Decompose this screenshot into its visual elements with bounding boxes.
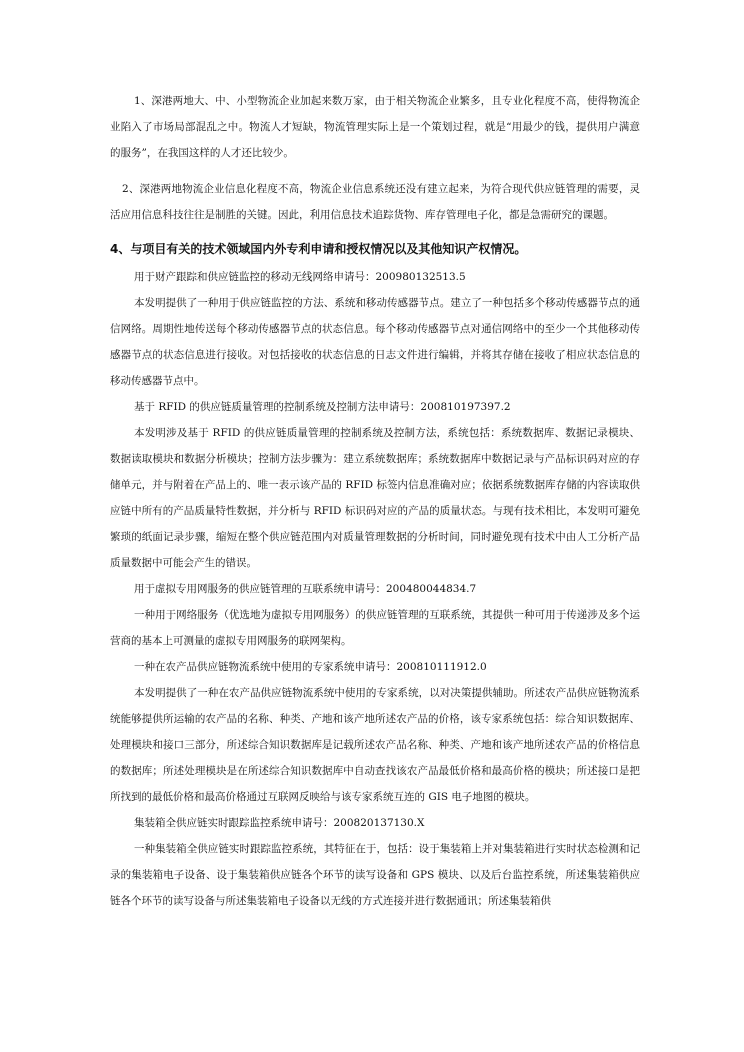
patent-2-body: 本发明涉及基于 RFID 的供应链质量管理的控制系统及控制方法，系统包括：系统数据库、数据记录模块、数据读取模块和数据分析模块；控制方法步骤为：建立系统数据库；系统数据库中数据记录与产品标识码对应的存储单元，并与附着在产品上的、唯一表示该产品的 RFID 标签内信息准确对应；依据系统数据库存储的内容读取供应链中所有的产品质量特性数据，并分析与 RFID 标识码对应的产品的质量状态。与现有技术相比，本发明可避免繁琐的纸面记录步骤，缩短在整个供应链范围内对质量管理数据的分析时间，同时避免现有技术中由人工分析产品质量数据中可能会产生的错误。 xyxy=(110,427,640,569)
section-heading-patents: 4、与项目有关的技术领域国内外专利申请和授权情况以及其他知识产权情况。 xyxy=(110,242,527,256)
patent-5-title: 集装箱全供应链实时跟踪监控系统申请号：200820137130.X xyxy=(134,817,425,829)
paragraph-logistics-companies: 1、深港两地大、中、小型物流企业加起来数万家，由于相关物流企业繁多，且专业化程度不高，使得物流企业陷入了市场局部混乱之中。物流人才短缺，物流管理实际上是一个策划过程，就是“用最少的钱，提供用户满意的服务”，在我国这样的人才还比较少。 xyxy=(110,95,640,159)
patent-4-title: 一种在农产品供应链物流系统中使用的专家系统申请号：200810111912.0 xyxy=(134,661,487,673)
patent-3-title: 用于虚拟专用网服务的供应链管理的互联系统申请号：200480044834.7 xyxy=(134,583,477,595)
document-page xyxy=(110,88,640,914)
patent-4-body: 本发明提供了一种在农产品供应链物流系统中使用的专家系统，以对决策提供辅助。所述农产品供应链物流系统能够提供所运输的农产品的名称、种类、产地和该产地所述农产品的价格，该专家系统包括：综合知识数据库、处理模块和接口三部分，所述综合知识数据库是记载所述农产品名称、种类、产地和该产地所述农产品的价格信息的数据库；所述处理模块是在所述综合知识数据库中自动查找该农产品最低价格和最高价格的模块；所述接口是把所找到的最低价格和最高价格通过互联网反映给与该专家系统互连的 GIS 电子地图的模块。 xyxy=(110,687,640,803)
patent-2-title: 基于 RFID 的供应链质量管理的控制系统及控制方法申请号：200810197397.2 xyxy=(134,401,511,413)
patent-5-body: 一种集装箱全供应链实时跟踪监控系统，其特征在于，包括：设于集装箱上并对集装箱进行实时状态检测和记录的集装箱电子设备、设于集装箱供应链各个环节的读写设备和 GPS 模块、以及后台监控系统，所述集装箱供应链各个环节的读写设备与所述集装箱电子设备以无线的方式连接并进行数据通讯；所述集装箱供 xyxy=(110,843,640,907)
patent-3-body: 一种用于网络服务（优选地为虚拟专用网服务）的供应链管理的互联系统，其提供一种可用于传递涉及多个运营商的基本上可测量的虚拟专用网服务的联网架构。 xyxy=(110,609,640,647)
patent-1-body: 本发明提供了一种用于供应链监控的方法、系统和移动传感器节点。建立了一种包括多个移动传感器节点的通信网络。周期性地传送每个移动传感器节点的状态信息。每个移动传感器节点对通信网络中的至少一个其他移动传感器节点的状态信息进行接收。对包括接收的状态信息的日志文件进行编辑，并将其存储在接收了相应状态信息的移动传感器节点中。 xyxy=(110,297,640,387)
paragraph-informatization: 2、深港两地物流企业信息化程度不高，物流企业信息系统还没有建立起来，为符合现代供应链管理的需要，灵活应用信息科技往往是制胜的关键。因此，利用信息技术追踪货物、库存管理电子化，都是急需研究的课题。 xyxy=(110,183,640,221)
patent-1-title: 用于财产跟踪和供应链监控的移动无线网络申请号：200980132513.5 xyxy=(134,271,466,283)
